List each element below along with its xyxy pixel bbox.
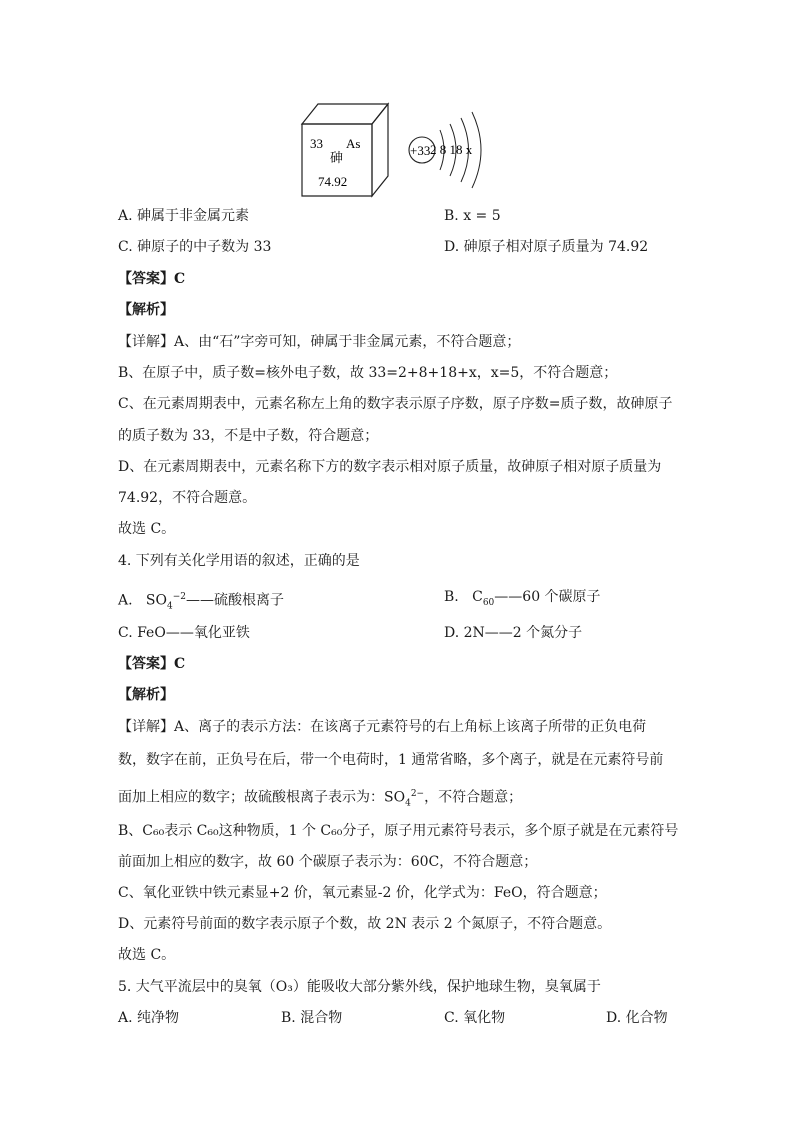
q4-option-b-formula: C	[472, 589, 483, 605]
q4-option-a	[118, 588, 284, 615]
element-symbol: As	[346, 136, 361, 151]
q4-detail-7: D、元素符号前面的数字表示原子个数，故 2N 表示 2 个氮原子，不符合题意。	[118, 916, 612, 932]
q4-detail-3-sup: 2−	[410, 789, 425, 799]
q4-option-c: C. FeO——氧化亚铁	[118, 625, 250, 641]
q3-analysis-title: 【解析】	[118, 302, 174, 318]
q4-option-a-sup: −2	[172, 592, 187, 602]
q4-detail-1: 【详解】A、离子的表示方法：在该离子元素符号的右上角标上该离子所带的正负电荷	[118, 719, 647, 735]
q5-option-c: C. 氧化物	[444, 1010, 506, 1026]
q4-stem: 4. 下列有关化学用语的叙述，正确的是	[118, 553, 360, 569]
q3-detail-4: 的质子数为 33，不是中子数，符合题意；	[118, 428, 379, 444]
q4-conclusion: 故选 C。	[118, 947, 176, 963]
element-cube-diagram	[298, 100, 508, 200]
q5-stem: 5. 大气平流层中的臭氧（O₃）能吸收大部分紫外线，保护地球生物，臭氧属于	[118, 979, 601, 995]
q3-detail-1: 【详解】A、由“石”字旁可知，砷属于非金属元素，不符合题意；	[118, 334, 521, 350]
q4-detail-2: 数，数字在前，正负号在后，带一个电荷时，1 通常省略，多个离子，就是在元素符号前	[118, 752, 664, 768]
q5-option-a: A. 纯净物	[118, 1010, 180, 1026]
electron-shells: 2 8 18 x	[430, 142, 473, 157]
q3-conclusion: 故选 C。	[118, 521, 176, 537]
arsenic-figure	[298, 100, 508, 200]
atomic-number: 33	[310, 136, 323, 151]
q4-detail-5: 前面加上相应的数字，故 60 个碳原子表示为：60C，不符合题意；	[118, 854, 538, 870]
q3-detail-2: B、在原子中，质子数=核外电子数，故 33=2+8+18+x，x=5，不符合题意；	[118, 365, 618, 381]
q4-option-a-sub: 4	[167, 601, 173, 612]
q4-option-b-sub: 60	[482, 597, 495, 608]
q4-option-a-formula: SO	[145, 592, 167, 609]
nucleus-charge: +33	[410, 143, 431, 158]
q3-option-d: D. 砷原子相对原子质量为 74.92	[444, 239, 649, 255]
q4-detail-3-post: ，不符合题意；	[424, 789, 523, 806]
q5-option-b: B. 混合物	[281, 1010, 343, 1026]
q4-option-b-label: B.	[444, 589, 459, 605]
element-name: 砷	[330, 151, 344, 166]
q3-option-a: A. 砷属于非金属元素	[118, 208, 250, 224]
q4-detail-6: C、氧化亚铁中铁元素显+2 价，氧元素显-2 价，化学式为：FeO，符合题意；	[118, 885, 607, 901]
q3-option-b: B. x = 5	[444, 208, 501, 224]
q4-detail-3-formula: SO	[384, 789, 406, 806]
q4-detail-4: B、C₆₀表示 C₆₀这种物质，1 个 C₆₀分子，原子用元素符号表示，多个原子就是在元素符号	[118, 823, 679, 839]
q4-detail-3-pre: 面加上相应的数字；故硫酸根离子表示为：	[118, 789, 384, 806]
q4-option-b	[444, 588, 601, 612]
q3-answer: 【答案】C	[118, 271, 186, 287]
q3-option-c: C. 砷原子的中子数为 33	[118, 239, 272, 255]
q4-option-b-text: ——60 个碳原子	[494, 589, 601, 605]
q4-detail-3	[118, 785, 522, 812]
q3-detail-3: C、在元素周期表中，元素名称左上角的数字表示原子序数，原子序数=质子数，故砷原子	[118, 396, 673, 412]
atomic-mass: 74.92	[318, 174, 348, 189]
q4-detail-3-sub: 4	[405, 798, 411, 809]
q4-option-a-text: ——硫酸根离子	[186, 592, 285, 609]
q4-option-d: D. 2N——2 个氮分子	[444, 625, 583, 641]
q4-analysis-title: 【解析】	[118, 687, 174, 703]
q4-answer: 【答案】C	[118, 656, 186, 672]
q3-detail-5: D、在元素周期表中，元素名称下方的数字表示相对原子质量，故砷原子相对原子质量为	[118, 459, 662, 475]
q5-option-d: D. 化合物	[606, 1010, 668, 1026]
q3-detail-6: 74.92，不符合题意。	[118, 490, 257, 506]
q4-option-a-label: A.	[118, 592, 133, 609]
